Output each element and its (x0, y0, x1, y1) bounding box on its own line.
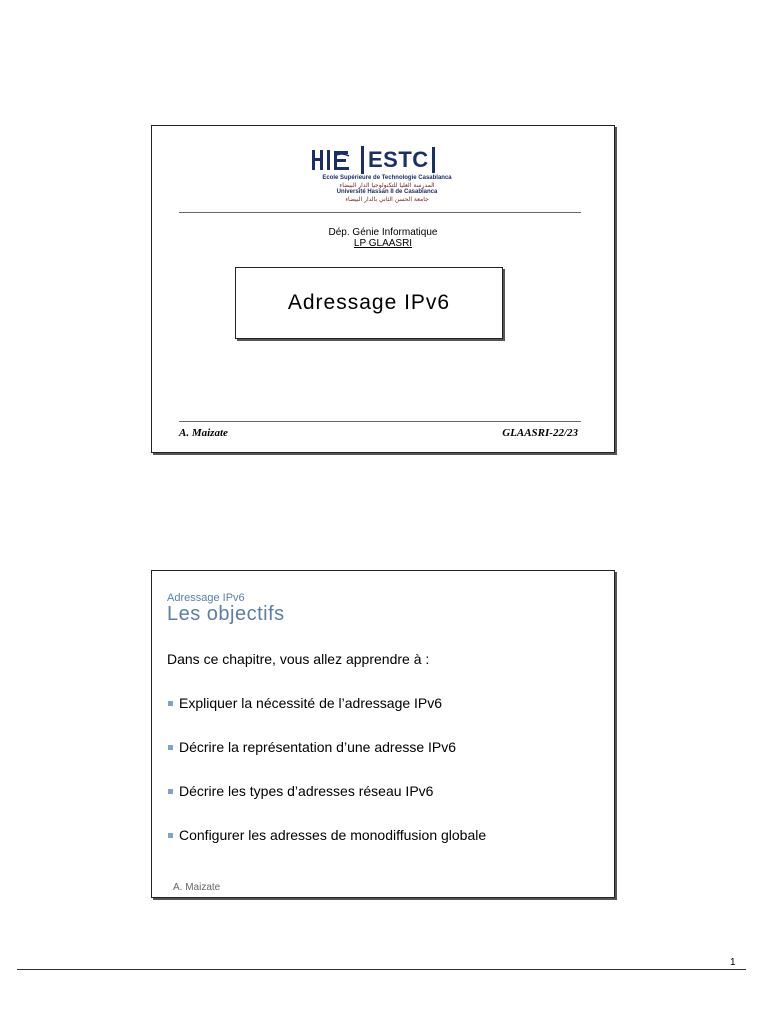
slide-heading: Les objectifs (167, 603, 285, 625)
objectives-list (167, 695, 486, 871)
logo-mark (311, 146, 435, 174)
objective-text: Décrire les types d’adresses réseau IPv6 (179, 783, 434, 799)
objective-text: Décrire la représentation d’une adresse IPv6 (179, 739, 457, 755)
bullet-square-icon (168, 833, 173, 838)
logo-school-name: Ecole Supérieure de Technologie Casablanca (322, 175, 452, 181)
list-item (167, 783, 486, 827)
department-block (152, 227, 614, 249)
logo-university-name-ar: جامعة الحسن الثاني بالدار البيضاء (345, 196, 429, 203)
list-item (167, 827, 486, 871)
slide-1 (151, 125, 615, 453)
divider-bottom (179, 421, 581, 422)
page-number: 1 (730, 957, 736, 968)
list-item (167, 739, 486, 783)
course-code: GLAASRI-22/23 (502, 427, 578, 439)
objective-text: Configurer les adresses de monodiffusion globale (179, 827, 487, 843)
bullet-square-icon (168, 701, 173, 706)
page-footer-rule (17, 969, 746, 970)
logo-university-name: Université Hassan II de Casablanca (336, 189, 438, 195)
logo-brand-text: ESTC (368, 147, 435, 173)
bullet-square-icon (168, 789, 173, 794)
slide-title: Adressage IPv6 (287, 291, 451, 314)
logo-school-name-ar: المدرسة العليا للتكنولوجيا الدار البيضاء (339, 182, 435, 189)
slide-2 (151, 570, 615, 898)
slide-footer-author: A. Maizate (173, 882, 221, 893)
estc-logo (287, 144, 487, 226)
slide-kicker: Adressage IPv6 (167, 592, 245, 604)
title-box (235, 267, 503, 339)
divider-top (179, 212, 581, 213)
logo-separator (361, 146, 364, 174)
logo-emblem-icon (311, 147, 357, 173)
author-name: A. Maizate (179, 427, 228, 439)
program-name: LP GLAASRI (353, 238, 413, 249)
objective-text: Expliquer la nécessité de l’adressage IPv6 (179, 695, 443, 711)
department-name: Dép. Génie Informatique (328, 227, 438, 238)
intro-text: Dans ce chapitre, vous allez apprendre à : (167, 651, 430, 667)
bullet-square-icon (168, 745, 173, 750)
list-item (167, 695, 486, 739)
